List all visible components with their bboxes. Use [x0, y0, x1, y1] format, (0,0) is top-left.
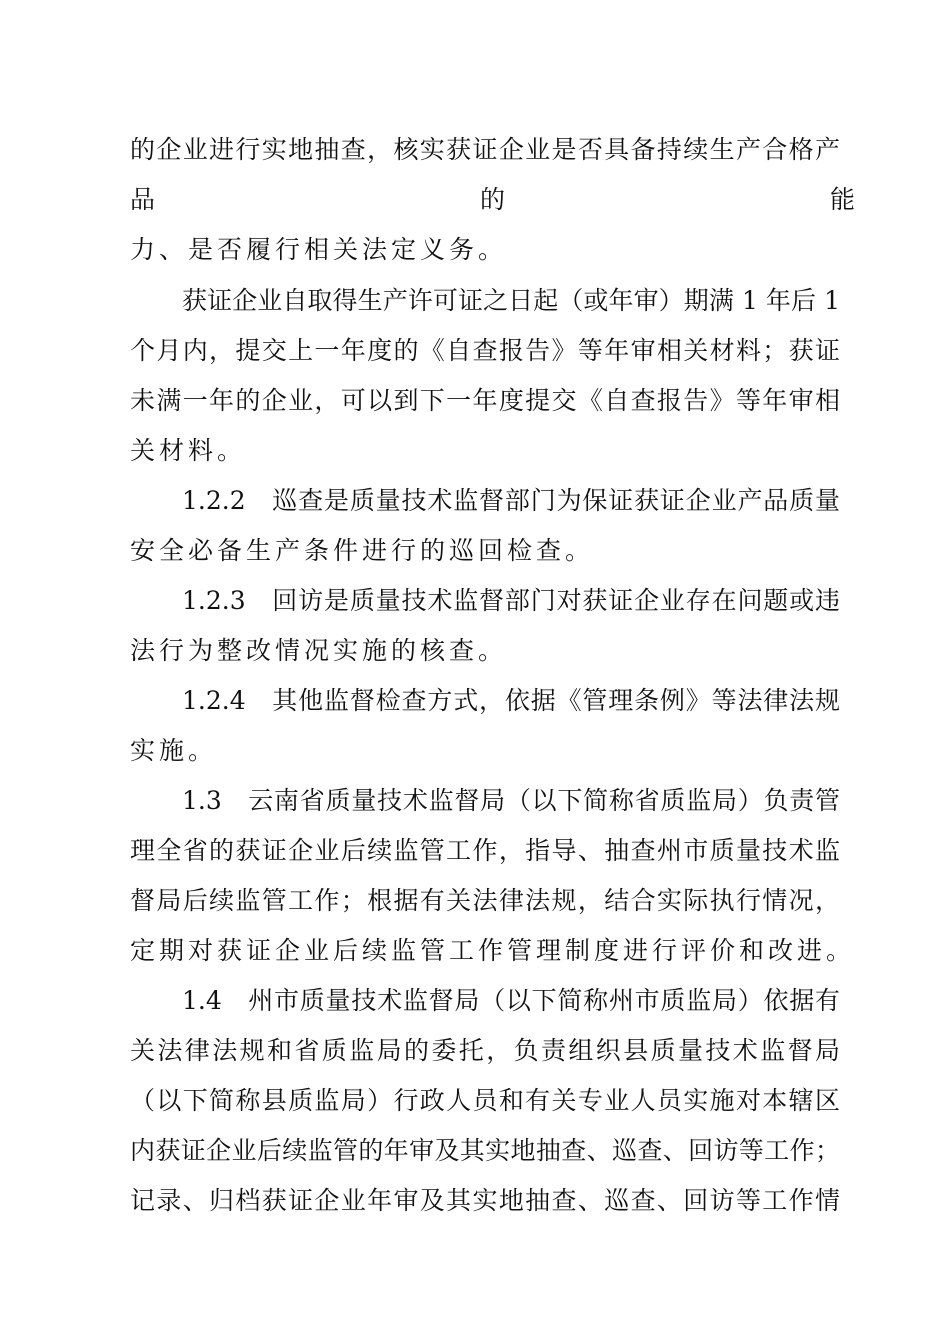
text-line-18: 1.4 州市质量技术监督局（以下简称州市质监局）依据有 — [182, 986, 840, 1015]
text-line-7: 关材料。 — [130, 436, 247, 465]
text-line-22: 记录、归档获证企业年审及其实地抽查、巡查、回访等工作情 — [130, 1186, 840, 1215]
text-line-19: 关法律法规和省质监局的委托，负责组织县质量技术监督局 — [130, 1036, 840, 1065]
text-line-3: 力、是否履行相关法定义务。 — [130, 235, 508, 264]
text-line-13: 实施。 — [130, 736, 218, 765]
text-line-8: 1.2.2 巡查是质量技术监督部门为保证获证企业产品质量 — [182, 486, 840, 515]
text-line-2: 品 的 能 — [130, 185, 856, 214]
text-line-12: 1.2.4 其他监督检查方式，依据《管理条例》等法律法规 — [182, 686, 840, 715]
text-line-10: 1.2.3 回访是质量技术监督部门对获证企业存在问题或违 — [182, 586, 840, 615]
text-line-20: （以下简称县质监局）行政人员和有关专业人员实施对本辖区 — [130, 1086, 840, 1115]
text-line-4: 获证企业自取得生产许可证之日起（或年审）期满 1 年后 1 — [182, 286, 840, 315]
text-line-17: 定期对获证企业后续监管工作管理制度进行评价和改进。 — [130, 936, 856, 965]
text-line-14: 1.3 云南省质量技术监督局（以下简称省质监局）负责管 — [182, 786, 840, 815]
text-line-21: 内获证企业后续监管的年审及其实地抽查、巡查、回访等工作； — [130, 1136, 840, 1165]
text-line-16: 督局后续监管工作；根据有关法律法规，结合实际执行情况， — [130, 886, 840, 915]
text-line-6: 未满一年的企业，可以到下一年度提交《自查报告》等年审相 — [130, 386, 840, 415]
text-line-5: 个月内，提交上一年度的《自查报告》等年审相关材料；获证 — [130, 336, 840, 365]
text-line-15: 理全省的获证企业后续监管工作，指导、抽查州市质量技术监 — [130, 836, 840, 865]
text-line-11: 法行为整改情况实施的核查。 — [130, 636, 508, 665]
text-line-1: 的企业进行实地抽查，核实获证企业是否具备持续生产合格产 — [130, 135, 840, 164]
text-line-9: 安全必备生产条件进行的巡回检查。 — [130, 536, 595, 565]
